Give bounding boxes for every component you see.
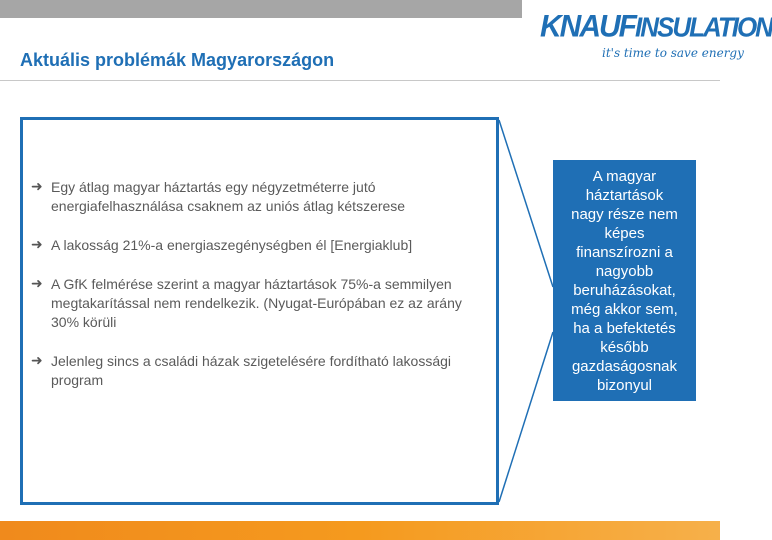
callout-text: A magyar háztartások nagy része nem képes finanszírozni a nagyobb beruházásokat, még akkor sem, ha a befektetés később gazdaságosnak bizonyul <box>571 167 678 394</box>
list-item <box>30 236 480 255</box>
page-title: Aktuális problémák Magyarországon <box>20 50 335 70</box>
list-item <box>30 275 480 332</box>
bullet-list <box>30 178 480 410</box>
callout-connector-lines <box>499 117 559 505</box>
arrow-right-icon: ➜ <box>31 237 43 253</box>
logo-tagline: it's time to save energy <box>602 46 744 60</box>
bullet-text: A lakosság 21%-a energiaszegénységben él [Energiaklub] <box>51 237 413 253</box>
bottom-orange-bar <box>0 521 720 540</box>
logo-brand-second: INSULATION <box>635 11 772 43</box>
arrow-right-icon: ➜ <box>31 353 43 369</box>
callout-box <box>553 160 696 401</box>
connector-line-bottom <box>499 332 553 502</box>
arrow-right-icon: ➜ <box>31 179 43 195</box>
list-item <box>30 352 480 390</box>
bullet-text: Egy átlag magyar háztartás egy négyzetméterre jutó energiafelhasználása csaknem az uniós átlag kétszerese <box>51 179 406 214</box>
list-item <box>30 178 480 216</box>
connector-line-top <box>499 120 553 287</box>
title-divider <box>0 80 720 81</box>
logo-wordmark <box>540 9 772 45</box>
knauf-insulation-logo <box>540 9 772 70</box>
arrow-right-icon: ➜ <box>31 276 43 292</box>
top-gray-bar <box>0 0 522 18</box>
bullet-text: A GfK felmérése szerint a magyar háztartások 75%-a semmilyen megtakarítással nem rendelkezik. (Nyugat-Európában ez az arány 30% körüli <box>51 276 462 330</box>
bullet-text: Jelenleg sincs a családi házak szigetelésére fordítható lakossági program <box>51 353 452 388</box>
logo-brand-main: KNAUF <box>540 9 635 44</box>
